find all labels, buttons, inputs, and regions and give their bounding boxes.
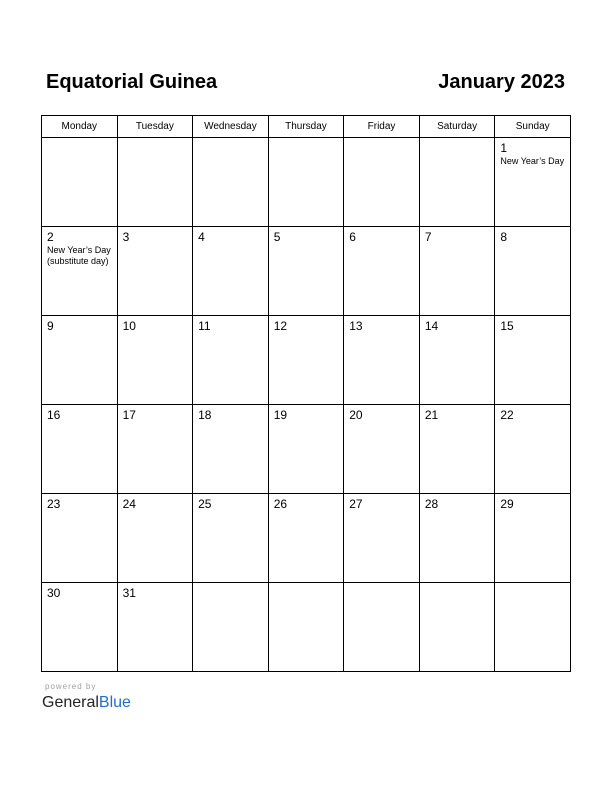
day-number: 10 bbox=[122, 319, 136, 333]
holiday-label: New Year’s Day (substitute day) bbox=[47, 245, 111, 266]
calendar-day-cell bbox=[344, 227, 420, 316]
month-year-title: January 2023 bbox=[438, 71, 565, 93]
calendar-day-cell bbox=[268, 227, 344, 316]
day-number: 11 bbox=[198, 319, 211, 333]
powered-by-label: powered by bbox=[45, 682, 97, 691]
calendar-day-cell bbox=[419, 494, 495, 583]
day-number: 1 bbox=[500, 141, 508, 155]
day-number: 3 bbox=[122, 230, 130, 244]
calendar-day-cell bbox=[193, 138, 269, 227]
calendar-day-cell bbox=[419, 138, 495, 227]
day-number: 19 bbox=[273, 408, 288, 422]
calendar-day-cell bbox=[193, 494, 269, 583]
calendar-day-cell bbox=[42, 405, 118, 494]
weekday-monday: Monday bbox=[42, 116, 118, 138]
day-number: 20 bbox=[349, 408, 363, 422]
day-number: 21 bbox=[424, 408, 439, 422]
calendar-day-cell bbox=[344, 405, 420, 494]
calendar-day-cell bbox=[344, 494, 420, 583]
calendar-day-cell bbox=[193, 583, 269, 672]
day-number: 27 bbox=[349, 497, 363, 511]
calendar-day-cell bbox=[42, 494, 118, 583]
calendar-day-cell bbox=[117, 494, 193, 583]
calendar-day-cell bbox=[495, 227, 571, 316]
day-number: 7 bbox=[424, 230, 432, 244]
calendar-day-cell bbox=[117, 227, 193, 316]
calendar-week-row bbox=[42, 227, 571, 316]
calendar-day-cell bbox=[193, 405, 269, 494]
weekday-header-row bbox=[42, 116, 571, 138]
calendar-day-cell bbox=[117, 405, 193, 494]
day-number: 18 bbox=[198, 408, 212, 422]
day-number: 29 bbox=[500, 497, 514, 511]
day-number: 25 bbox=[198, 497, 212, 511]
calendar-grid bbox=[41, 115, 571, 672]
calendar-day-cell bbox=[268, 316, 344, 405]
weekday-thursday: Thursday bbox=[268, 116, 344, 138]
calendar-day-cell bbox=[42, 316, 118, 405]
calendar-day-cell bbox=[268, 405, 344, 494]
day-number: 15 bbox=[500, 319, 514, 333]
calendar-day-cell bbox=[495, 138, 571, 227]
day-number: 13 bbox=[349, 319, 363, 333]
calendar-day-cell bbox=[344, 316, 420, 405]
day-number: 4 bbox=[198, 230, 205, 244]
day-number: 16 bbox=[47, 408, 61, 422]
calendar-day-cell bbox=[193, 316, 269, 405]
day-number: 17 bbox=[122, 408, 136, 422]
calendar-week-row bbox=[42, 494, 571, 583]
day-number: 12 bbox=[273, 319, 288, 333]
day-number: 9 bbox=[47, 319, 54, 333]
calendar-body bbox=[42, 138, 571, 672]
calendar-day-cell bbox=[117, 138, 193, 227]
calendar-day-cell bbox=[117, 316, 193, 405]
calendar-week-row bbox=[42, 316, 571, 405]
day-number: 5 bbox=[273, 230, 281, 244]
calendar-day-cell bbox=[419, 227, 495, 316]
calendar-day-cell bbox=[42, 583, 118, 672]
brand-name-blue: Blue bbox=[98, 694, 131, 711]
day-number: 30 bbox=[47, 586, 61, 600]
country-title: Equatorial Guinea bbox=[46, 71, 218, 93]
calendar-day-cell bbox=[419, 583, 495, 672]
calendar-day-cell bbox=[344, 138, 420, 227]
calendar-day-cell bbox=[42, 227, 118, 316]
day-number: 2 bbox=[47, 230, 54, 244]
calendar-day-cell bbox=[419, 316, 495, 405]
weekday-tuesday: Tuesday bbox=[117, 116, 193, 138]
day-number: 8 bbox=[500, 230, 508, 244]
calendar-day-cell bbox=[268, 583, 344, 672]
day-number: 28 bbox=[424, 497, 439, 511]
calendar-week-row bbox=[42, 583, 571, 672]
calendar-week-row bbox=[42, 138, 571, 227]
weekday-wednesday: Wednesday bbox=[193, 116, 269, 138]
calendar-day-cell bbox=[268, 494, 344, 583]
brand-name-general: General bbox=[42, 694, 99, 711]
calendar-week-row bbox=[42, 405, 571, 494]
calendar-day-cell bbox=[193, 227, 269, 316]
calendar-day-cell bbox=[495, 316, 571, 405]
calendar-day-cell bbox=[268, 138, 344, 227]
day-number: 31 bbox=[122, 586, 136, 600]
holiday-label: New Year’s Day bbox=[500, 156, 565, 166]
calendar-day-cell bbox=[117, 583, 193, 672]
calendar-day-cell bbox=[495, 583, 571, 672]
calendar-day-cell bbox=[344, 583, 420, 672]
day-number: 26 bbox=[273, 497, 288, 511]
weekday-sunday: Sunday bbox=[495, 116, 571, 138]
brand-logo bbox=[42, 694, 131, 712]
day-number: 14 bbox=[424, 319, 439, 333]
calendar-day-cell bbox=[495, 405, 571, 494]
calendar-day-cell bbox=[495, 494, 571, 583]
day-number: 6 bbox=[349, 230, 356, 244]
day-number: 23 bbox=[47, 497, 61, 511]
calendar-day-cell bbox=[42, 138, 118, 227]
weekday-saturday: Saturday bbox=[419, 116, 495, 138]
day-number: 24 bbox=[122, 497, 136, 511]
day-number: 22 bbox=[500, 408, 514, 422]
weekday-friday: Friday bbox=[344, 116, 420, 138]
calendar-day-cell bbox=[419, 405, 495, 494]
